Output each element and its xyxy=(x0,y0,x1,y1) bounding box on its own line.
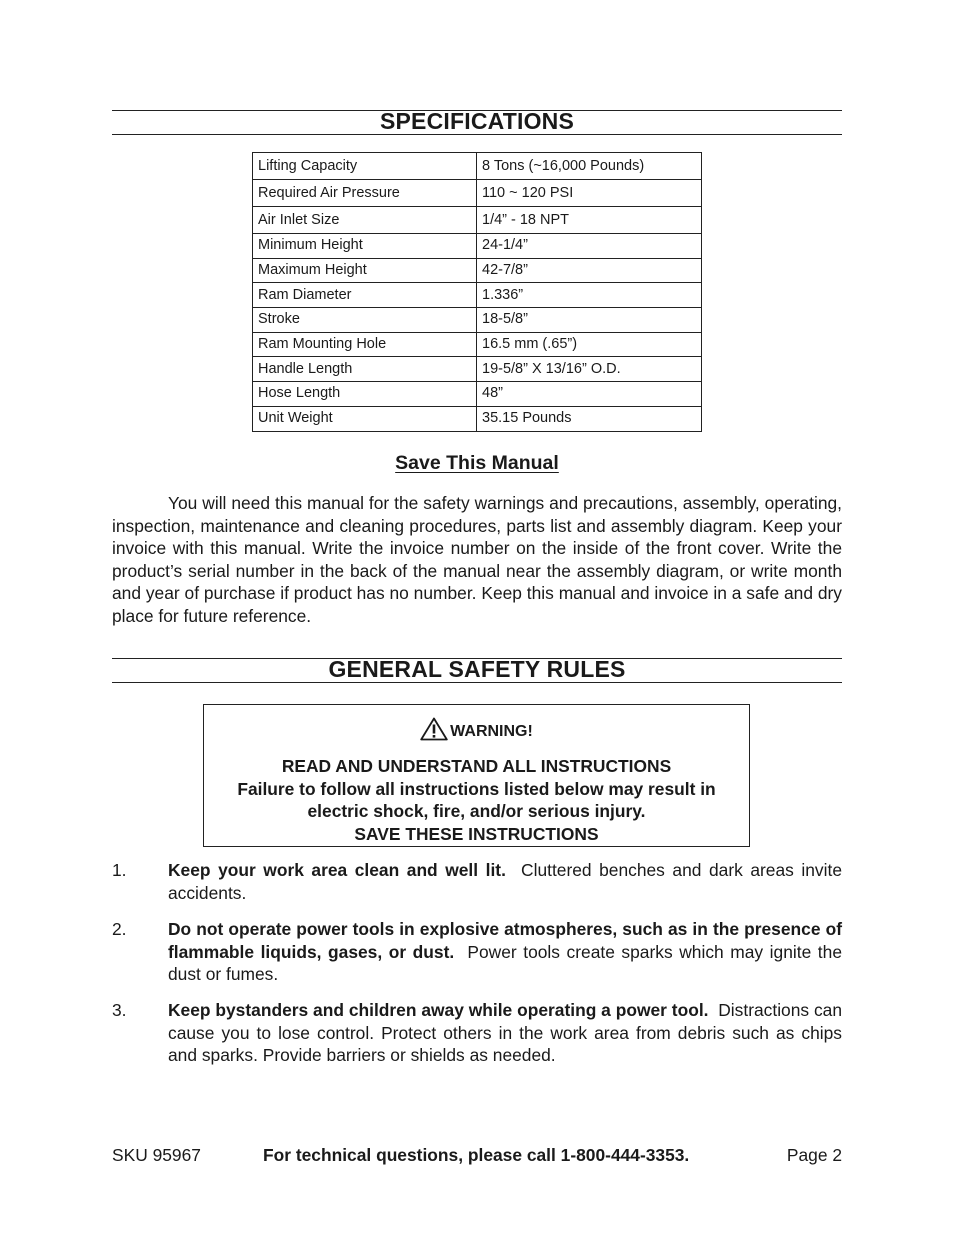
spec-value: 35.15 Pounds xyxy=(477,406,702,431)
rule-number: 1. xyxy=(112,860,127,880)
table-row xyxy=(253,180,702,207)
table-row xyxy=(253,357,702,382)
spec-label: Minimum Height xyxy=(253,234,477,259)
sku-label: SKU 95967 xyxy=(112,1145,201,1165)
spec-value: 110 ~ 120 PSI xyxy=(477,180,702,207)
warning-line: electric shock, fire, and/or serious injury. xyxy=(307,801,646,822)
table-row xyxy=(253,382,702,407)
list-item xyxy=(112,999,842,1067)
spec-value: 8 Tons (~16,000 Pounds) xyxy=(477,153,702,180)
table-row xyxy=(253,207,702,234)
spec-label: Handle Length xyxy=(253,357,477,382)
spec-value: 19-5/8” X 13/16” O.D. xyxy=(477,357,702,382)
save-manual-title: Save This Manual xyxy=(395,452,559,474)
rule-bold: Keep bystanders and children away while operating a power tool. xyxy=(168,1000,709,1020)
table-row xyxy=(253,234,702,259)
list-item xyxy=(112,859,842,904)
spec-value: 16.5 mm (.65”) xyxy=(477,332,702,357)
spec-value: 42-7/8” xyxy=(477,258,702,283)
rule-text xyxy=(168,918,842,986)
spec-label: Stroke xyxy=(253,308,477,333)
warning-body xyxy=(204,755,749,845)
table-row xyxy=(253,283,702,308)
specifications-underline xyxy=(112,134,842,135)
rule-body: Cluttered benches and dark areas invite accidents. xyxy=(168,860,842,903)
table-row xyxy=(253,332,702,357)
rule-body: Power tools create sparks which may ignite the dust or fumes. xyxy=(168,941,842,985)
table-row xyxy=(253,406,702,431)
rule-body: Distractions can cause you to lose control. Protect others in the work area from debris such as chips and sparks. Provide barriers or shields as needed. xyxy=(168,1000,842,1066)
spec-label: Required Air Pressure xyxy=(253,180,477,207)
save-manual-heading xyxy=(112,452,842,475)
rule-text xyxy=(168,999,842,1067)
rule-text xyxy=(168,859,842,904)
general-safety-title: GENERAL SAFETY RULES xyxy=(328,656,626,682)
spec-label: Ram Mounting Hole xyxy=(253,332,477,357)
spec-value: 48” xyxy=(477,382,702,407)
rule-number: 3. xyxy=(112,1000,127,1020)
table-row xyxy=(253,153,702,180)
tech-support-line: For technical questions, please call 1-800-444-3353. xyxy=(263,1145,690,1165)
specifications-title: SPECIFICATIONS xyxy=(379,108,575,134)
spec-value: 1.336” xyxy=(477,283,702,308)
warning-box xyxy=(203,704,750,847)
table-row xyxy=(253,258,702,283)
specifications-table xyxy=(252,152,702,432)
warning-heading xyxy=(204,717,749,742)
save-manual-paragraph: You will need this manual for the safety warnings and precautions, assembly, operating, inspection, maintenance and cleaning procedures, parts list and assembly diagram. Keep your invoice with this manual. Write the invoice number on the inside of the front cover. Write the product’s serial number in the back of the manual near the assembly diagram, or write month and year of purchase if product has no number. Keep this manual and invoice in a safe and dry place for future reference. xyxy=(112,493,842,626)
spec-value: 1/4” - 18 NPT xyxy=(477,207,702,234)
rule-bold: Keep your work area clean and well lit. xyxy=(168,860,506,880)
warning-line: READ AND UNDERSTAND ALL INSTRUCTIONS xyxy=(281,756,672,776)
warning-label: WARNING! xyxy=(450,723,533,740)
spec-label: Hose Length xyxy=(253,382,477,407)
spec-label: Unit Weight xyxy=(253,406,477,431)
warning-triangle-icon xyxy=(420,717,448,741)
page-number: Page 2 xyxy=(786,1145,842,1165)
warning-line: SAVE THESE INSTRUCTIONS xyxy=(354,823,599,844)
list-item xyxy=(112,918,842,986)
rule-number: 2. xyxy=(112,919,127,939)
spec-value: 18-5/8” xyxy=(477,308,702,333)
safety-underline xyxy=(112,682,842,683)
table-row xyxy=(253,308,702,333)
spec-value: 24-1/4” xyxy=(477,234,702,259)
spec-label: Lifting Capacity xyxy=(253,153,477,180)
spec-label: Ram Diameter xyxy=(253,283,477,308)
spec-label: Maximum Height xyxy=(253,258,477,283)
rule-bold: Do not operate power tools in explosive atmospheres, such as in the presence of flammable liquids, gases, or dust. xyxy=(168,919,842,962)
spec-label: Air Inlet Size xyxy=(253,207,477,234)
warning-line: Failure to follow all instructions listed below may result in xyxy=(237,778,716,799)
